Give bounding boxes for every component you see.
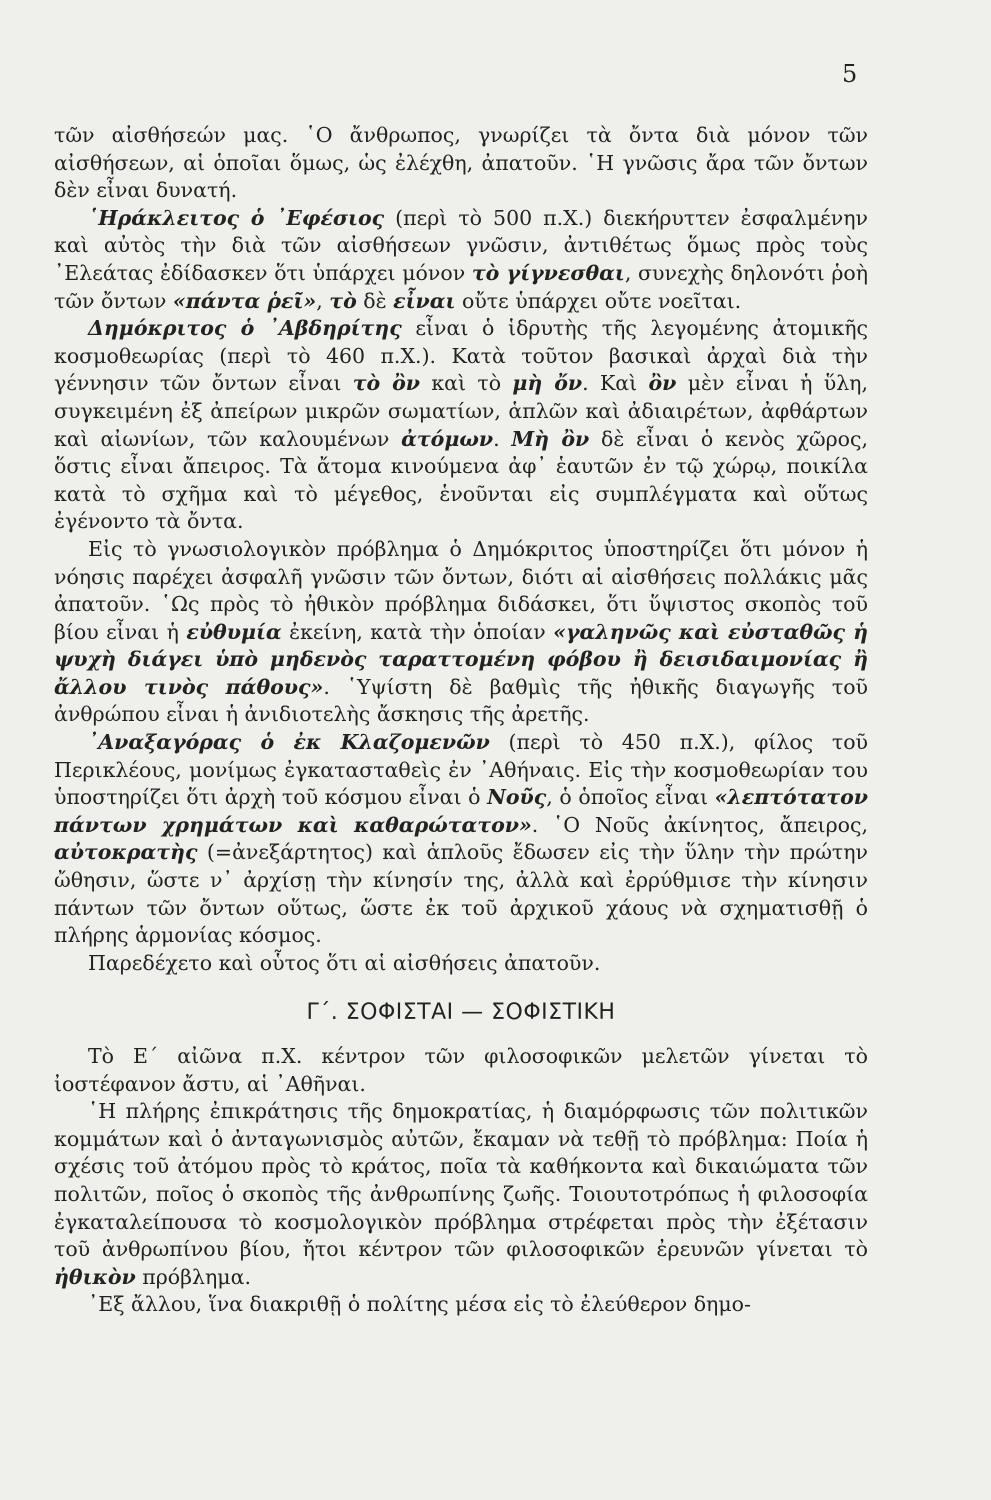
term-atomon: ἀτόμων <box>401 426 494 451</box>
quote-panta-rei: «πάντα ῥεῖ» <box>172 288 317 313</box>
term-autokrates: αὐτοκρατὴς <box>54 840 198 865</box>
quote-leptotaton: «λεπτότατον πάντων χρημάτων καὶ καθαρώτατον» <box>54 785 868 837</box>
paragraph-democritus-ethics: Εἰς τὸ γνωσιολογικὸν πρόβλημα ὁ Δημόκριτος ὑποστηρίζει ὅτι μόνον ἡ νόησις παρέχει ἀσφαλῆ γνῶσιν τῶν ὄντων, διότι αἱ αἰσθήσεις πολλάκις μᾶς ἀπατοῦν. ῾Ως πρὸς τὸ ἠθικὸν πρόβλημα διδάσκει, ὅτι ὕψιστος σκοπὸς τοῦ βίου εἶναι ἡ εὐθυμία ἐκείνη, κατὰ τὴν ὁποίαν «γαληνῶς καὶ εὐσταθῶς ἡ ψυχὴ διάγει ὑπὸ μηδενὸς ταραττομένη φόβου ἢ δεισιδαιμονίας ἢ ἄλλου τινὸς πάθους». ῾Υψίστη δὲ βαθμὶς τῆς ἠθικῆς διαγωγῆς τοῦ ἀνθρώπου εἶναι ἡ ἀνιδιοτελὴς ἄσκησις τῆς ἀρετῆς. <box>54 536 868 727</box>
term-to-on: τὸ ὂν <box>352 371 421 396</box>
term-to: τὸ <box>329 288 357 313</box>
paragraph-athens: Τὸ Ε΄ αἰῶνα π.Χ. κέντρον τῶν φιλοσοφικῶν μελετῶν γίνεται τὸ ἰοστέφανον ἄστυ, αἱ ᾿Αθῆναι. <box>54 1044 868 1096</box>
section-heading: Γ΄. ΣΟΦΙΣΤΑΙ — ΣΟΦΙΣΤΙΚΗ <box>306 1000 616 1026</box>
paragraph-democritus: Δημόκριτος ὁ ᾿Αβδηρίτης εἶναι ὁ ἱδρυτὴς τῆς λεγομένης ἀτομικῆς κοσμοθεωρίας (περὶ τὸ 460 π.Χ.). Κατὰ τοῦτον βασικαὶ ἀρχαὶ διὰ τὴν γέννησιν τῶν ὄντων εἶναι τὸ ὂν καὶ τὸ μὴ ὄν. Καὶ ὂν μὲν εἶναι ἡ ὕλη, συγκειμένη ἐξ ἀπείρων μικρῶν σωματίων, ἁπλῶν καὶ ἀδιαιρέτων, ἀφθάρτων καὶ αἰωνίων, τῶν καλουμένων ἀτόμων. Μὴ ὂν δὲ εἶναι ὁ κενὸς χῶρος, ὅστις εἶναι ἄπειρος. Τὰ ἄτομα κινούμενα ἀφ᾿ ἑαυτῶν ἐν τῷ χώρῳ, ποικίλα κατὰ τὸ σχῆμα καὶ τὸ μέγεθος, ἑνοῦνται εἰς συμπλέγματα καὶ οὕτως ἐγένοντο τὰ ὄντα. <box>54 316 868 534</box>
term-me-on: μὴ ὄν <box>512 371 583 396</box>
name-democritus: Δημόκριτος ὁ ᾿Αβδηρίτης <box>88 316 402 341</box>
term-nous: Νοῦς <box>487 785 547 810</box>
name-anaxagoras: ᾿Αναξαγόρας ὁ ἐκ Κλαζομενῶν <box>88 730 490 755</box>
page-number: 5 <box>842 60 858 88</box>
term-einai: εἶναι <box>393 288 456 313</box>
term-on: ὂν <box>648 371 677 396</box>
term-gignesthai: τὸ γίγνεσθαι <box>471 260 625 285</box>
name-heraclitus: ῾Ηράκλειτος ὁ ᾿Εφέσιος <box>88 205 385 230</box>
body-text <box>54 122 868 1319</box>
paragraph-heraclitus: ῾Ηράκλειτος ὁ ᾿Εφέσιος (περὶ τὸ 500 π.Χ.) διεκήρυττεν ἐσφαλμένην καὶ αὐτὸς τὴν διὰ τῶν αἰσθήσεων γνῶσιν, ἀντιθέτως ὅμως πρὸς τοὺς ᾿Ελεάτας ἐδίδασκεν ὅτι ὑπάρχει μόνον τὸ γίγνεσθαι, συνεχὴς δηλονότι ῥοὴ τῶν ὄντων «πάντα ῥεῖ», τὸ δὲ εἶναι οὔτε ὑπάρχει οὔτε νοεῖται. <box>54 205 868 313</box>
paragraph-senses-deceive: Παρεδέχετο καὶ οὗτος ὅτι αἱ αἰσθήσεις ἀπατοῦν. <box>88 950 601 975</box>
paragraph-anaxagoras: ᾿Αναξαγόρας ὁ ἐκ Κλαζομενῶν (περὶ τὸ 450 π.Χ.), φίλος τοῦ Περικλέους, μονίμως ἐγκατασταθεὶς ἐν ᾿Αθήναις. Εἰς τὴν κοσμοθεωρίαν του ὑποστηρίζει ὅτι ἀρχὴ τοῦ κόσμου εἶναι ὁ Νοῦς, ὁ ὁποῖος εἶναι «λεπτότατον πάντων χρημάτων καὶ καθαρώτατον». ῾Ο Νοῦς ἀκίνητος, ἄπειρος, αὐτοκρατὴς (=ἀνεξάρτητος) καὶ ἁπλοῦς ἔδωσεν εἰς τὴν ὕλην τὴν πρώτην ὤθησιν, ὥστε ν᾿ ἀρχίσῃ τὴν κίνησίν της, ἀλλὰ καὶ ἐρρύθμισε τὴν κίνησιν πάντων τῶν ὄντων οὕτως, ὥστε ἐκ τοῦ ἀρχικοῦ χάους νὰ σχηματισθῇ ὁ πλήρης ἁρμονίας κόσμος. <box>54 730 868 948</box>
term-ethikon: ἠθικὸν <box>54 1264 136 1289</box>
paragraph-democracy: ῾Η πλήρης ἐπικράτησις τῆς δημοκρατίας, ἡ διαμόρφωσις τῶν πολιτικῶν κομμάτων καὶ ὁ ἀνταγωνισμὸς αὐτῶν, ἔκαμαν νὰ τεθῇ τὸ πρόβλημα: Ποία ἡ σχέσις τοῦ ἀτόμου πρὸς τὸ κράτος, ποῖα τὰ καθήκοντα καὶ δικαιώματα τῶν πολιτῶν, ποῖος ὁ σκοπὸς τῆς ἀνθρωπίνης ζωῆς. Τοιουτοτρόπως ἡ φιλοσοφία ἐγκαταλείπουσα τὸ κοσμολογικὸν πρόβλημα στρέφεται πρὸς τὴν ἐξέτασιν τοῦ ἀνθρωπίνου βίου, ἤτοι κέντρον τῶν φιλοσοφικῶν ἐρευνῶν γίνεται τὸ ἠθικὸν πρόβλημα. <box>54 1099 868 1289</box>
paragraph-senses: τῶν αἰσθήσεών μας. ῾Ο ἄνθρωπος, γνωρίζει τὰ ὄντα διὰ μόνον τῶν αἰσθήσεων, αἱ ὁποῖαι ὅμως, ὡς ἐλέχθη, ἀπατοῦν. ῾Η γνῶσις ἄρα τῶν ὄντων δὲν εἶναι δυνατή. <box>54 123 868 203</box>
term-me-on-2: Μὴ ὂν <box>511 426 590 451</box>
quote-galinos: «γαληνῶς καὶ εὐσταθῶς ἡ ψυχὴ διάγει ὑπὸ μηδενὸς ταραττομένη φόβου ἢ δεισιδαιμονίας ἢ ἄλλου τινὸς πάθους» <box>54 619 868 699</box>
paragraph-citizen: ᾿Εξ ἄλλου, ἵνα διακριθῇ ὁ πολίτης μέσα εἰς τὸ ἐλεύθερον δημο- <box>88 1292 751 1317</box>
term-euthymia: εὐθυμία <box>186 619 282 644</box>
